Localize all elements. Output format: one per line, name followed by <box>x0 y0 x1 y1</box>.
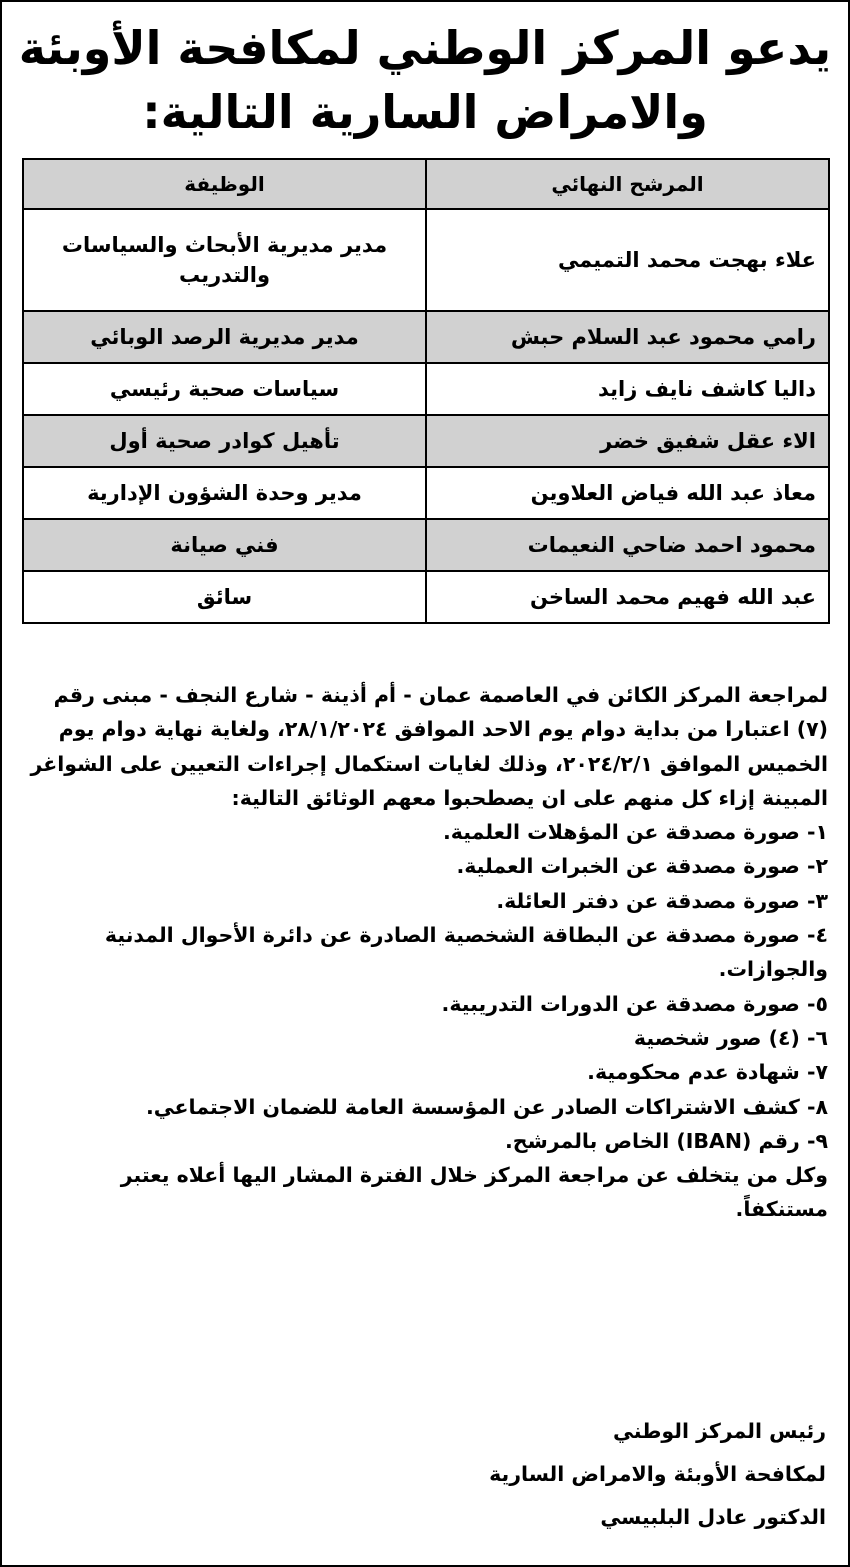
table-row <box>23 363 829 415</box>
signature-name: الدكتور عادل البلبيسي <box>600 1505 826 1529</box>
header-candidate: المرشح النهائي <box>426 159 829 209</box>
candidate-name: داليا كاشف نايف زايد <box>426 363 829 415</box>
document-item: ٣- صورة مصدقة عن دفتر العائلة. <box>496 888 828 913</box>
position-title: مدير مديرية الرصد الوبائي <box>23 311 426 363</box>
position-title: فني صيانة <box>23 519 426 571</box>
position-title: تأهيل كوادر صحية أول <box>23 415 426 467</box>
position-title: مدير مديرية الأبحاث والسياسات والتدريب <box>23 209 426 311</box>
document-item: ٦- (٤) صور شخصية <box>633 1025 828 1050</box>
signature-organization: لمكافحة الأوبئة والامراض السارية <box>489 1462 826 1486</box>
table-row <box>23 311 829 363</box>
candidate-name: علاء بهجت محمد التميمي <box>426 209 829 311</box>
document-item: ٧- شهادة عدم محكومية. <box>587 1060 828 1085</box>
table-row <box>23 209 829 311</box>
candidate-name: رامي محمود عبد السلام حبش <box>426 311 829 363</box>
document-item: ٨- كشف الاشتراكات الصادر عن المؤسسة العامة للضمان الاجتماعي. <box>145 1094 828 1119</box>
table-row <box>23 519 829 571</box>
document-item: ١- صورة مصدقة عن المؤهلات العلمية. <box>442 820 828 845</box>
candidate-name: الاء عقل شفيق خضر <box>426 415 829 467</box>
closing-paragraph: وكل من يتخلف عن مراجعة المركز خلال الفترة المشار اليها أعلاه يعتبر مستنكفاً. <box>120 1163 828 1222</box>
position-title: سائق <box>23 571 426 623</box>
document-item: ٥- صورة مصدقة عن الدورات التدريبية. <box>441 991 828 1016</box>
table-row <box>23 571 829 623</box>
document-item: ٢- صورة مصدقة عن الخبرات العملية. <box>456 854 828 879</box>
table-row <box>23 467 829 519</box>
signature-title: رئيس المركز الوطني <box>612 1419 826 1443</box>
candidates-table <box>22 158 830 624</box>
signature-block <box>489 1410 826 1539</box>
position-title: سياسات صحية رئيسي <box>23 363 426 415</box>
table-header-row <box>23 159 829 209</box>
table-row <box>23 415 829 467</box>
announcement-body <box>22 678 828 1227</box>
document-item: ٩- رقم (IBAN) الخاص بالمرشح. <box>505 1128 828 1153</box>
candidate-name: محمود احمد ضاحي النعيمات <box>426 519 829 571</box>
position-title: مدير وحدة الشؤون الإدارية <box>23 467 426 519</box>
intro-paragraph: لمراجعة المركز الكائن في العاصمة عمان - أم أذينة - شارع النجف - مبنى رقم (٧) اعتبارا من بداية دوام يوم الاحد الموافق ٢٨/١/٢٠٢٤، ولغاية نهاية دوام يوم الخميس الموافق ٢٠٢٤/٢/١، وذلك لغايات استكمال إجراءات التعيين على الشواغر المبينة إزاء كل منهم على ان يصطحبوا معهم الوثائق التالية: <box>30 683 828 810</box>
candidate-name: عبد الله فهيم محمد الساخن <box>426 571 829 623</box>
candidate-name: معاذ عبد الله فياض العلاوين <box>426 467 829 519</box>
document-item: ٤- صورة مصدقة عن البطاقة الشخصية الصادرة عن دائرة الأحوال المدنية والجوازات. <box>104 923 828 982</box>
header-position: الوظيفة <box>23 159 426 209</box>
announcement-title: يدعو المركز الوطني لمكافحة الأوبئة والامراض السارية التالية: <box>18 21 832 139</box>
